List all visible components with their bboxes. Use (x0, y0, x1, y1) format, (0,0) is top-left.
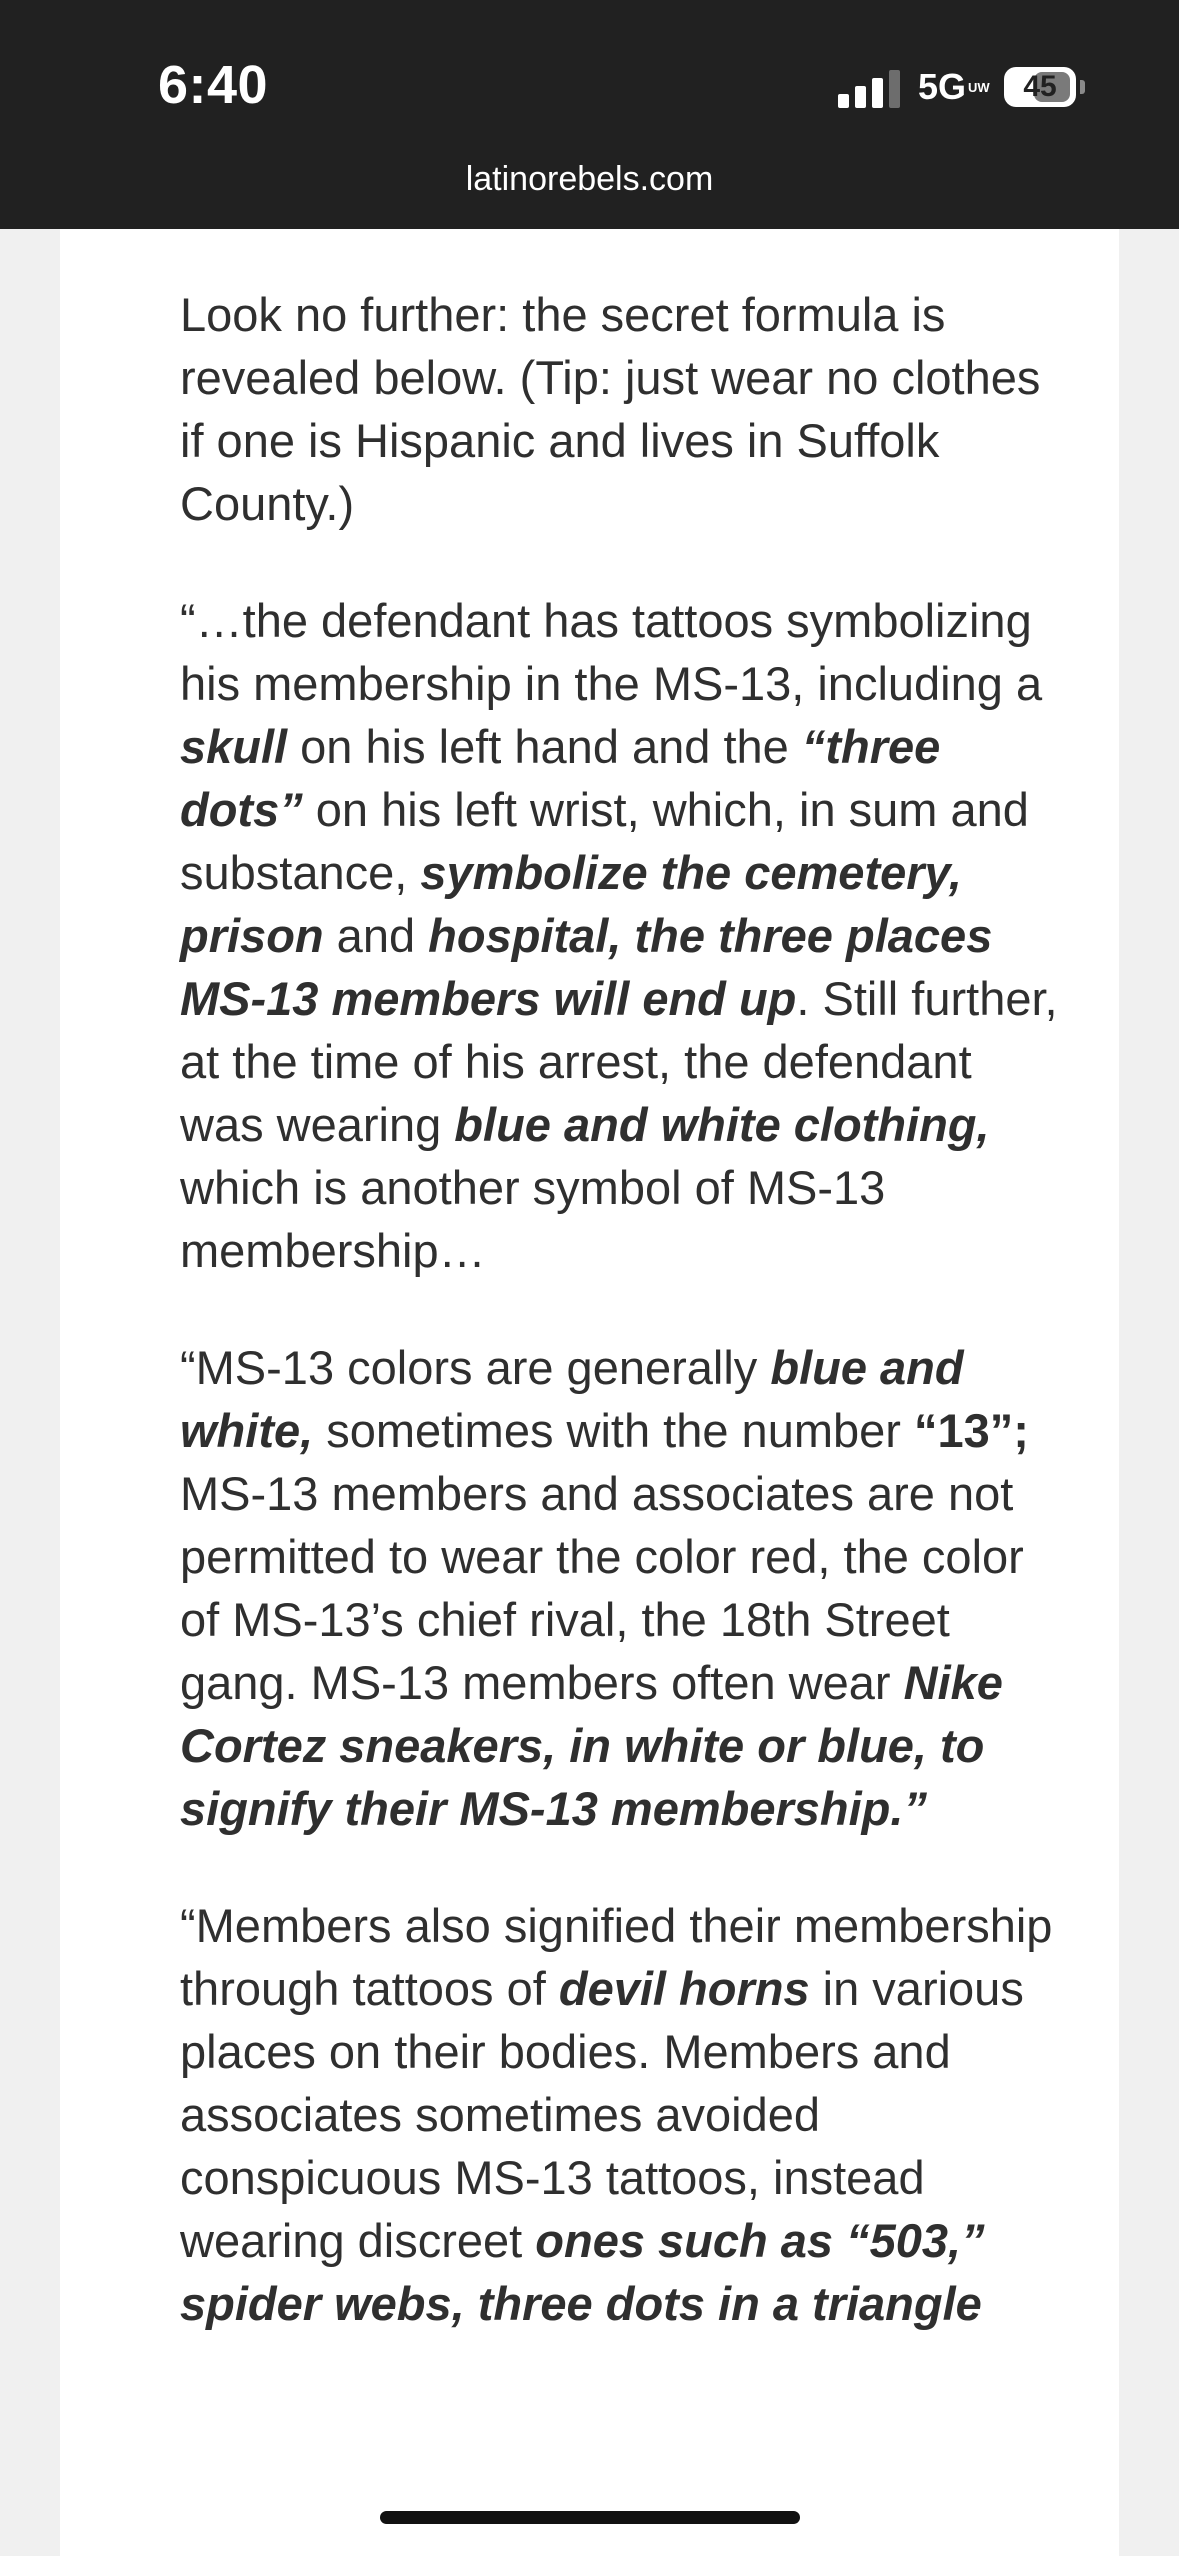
text-run: on his left hand and the (287, 720, 802, 773)
text-run: which is another symbol of MS-13 membership… (180, 1161, 886, 1277)
emphasis-number-13: “13”; (913, 1404, 1029, 1457)
network-suffix: UW (968, 79, 990, 95)
browser-top-bar (0, 0, 1179, 229)
article-body (180, 229, 1060, 2335)
text-run: on his left wrist, which, in sum and substance, (180, 783, 1029, 899)
emphasis-skull: skull (180, 720, 288, 773)
text-run: “…the defendant has tattoos symbolizing his membership in the MS-13, including a (180, 594, 1043, 710)
text-run: sometimes with the number (313, 1404, 914, 1457)
battery-percent: 45 (1023, 70, 1057, 103)
text-run: “MS-13 colors are generally (180, 1341, 771, 1394)
emphasis-devil-horns: devil horns (558, 1962, 810, 2015)
home-indicator[interactable] (380, 2511, 800, 2524)
text-run: and (323, 909, 429, 962)
battery-tip (1080, 80, 1085, 94)
text-run: . Still further, at the time of his arrest, the defendant was wearing (180, 972, 1058, 1151)
quote-paragraph-2 (180, 1336, 1060, 1840)
emphasis-hospital: hospital, the three places MS-13 members will end up (180, 909, 993, 1025)
text-run: Look no further: the secret formula is revealed below. (Tip: just wear no clothes if one is Hispanic and lives in Suffolk County.) (180, 288, 1041, 530)
network-indicator (918, 66, 990, 108)
status-time: 6:40 (158, 55, 269, 115)
emphasis-blue-white-clothing: blue and white clothing, (454, 1098, 990, 1151)
signal-strength-icon (838, 70, 900, 108)
quote-paragraph-1 (180, 589, 1060, 1282)
battery-icon (1004, 67, 1076, 107)
emphasis-discreet-tattoos: ones such as “503,” spider webs, three dots in a triangle (180, 2214, 985, 2330)
quote-paragraph-3 (180, 1894, 1060, 2335)
emphasis-nike-cortez: Nike Cortez sneakers, in white or blue, to signify their MS-13 membership.” (180, 1656, 1003, 1835)
emphasis-blue-white: blue and white, (180, 1341, 964, 1457)
paragraph-intro (180, 283, 1060, 535)
text-run: “Members also signified their membership through tattoos of (180, 1899, 1053, 2015)
text-run: MS-13 members and associates are not permitted to wear the color red, the color of MS-13’s chief rival, the 18th Street gang. MS-13 members often wear (180, 1467, 1024, 1709)
text-run: in various places on their bodies. Members and associates sometimes avoided conspicuous MS-13 tattoos, instead wearing discreet (180, 1962, 1024, 2267)
emphasis-cemetery-prison: symbolize the cemetery, prison (180, 846, 962, 962)
network-type: 5G (918, 66, 967, 107)
address-bar-url[interactable]: latinorebels.com (465, 160, 714, 198)
emphasis-three-dots: “three dots” (180, 720, 941, 836)
